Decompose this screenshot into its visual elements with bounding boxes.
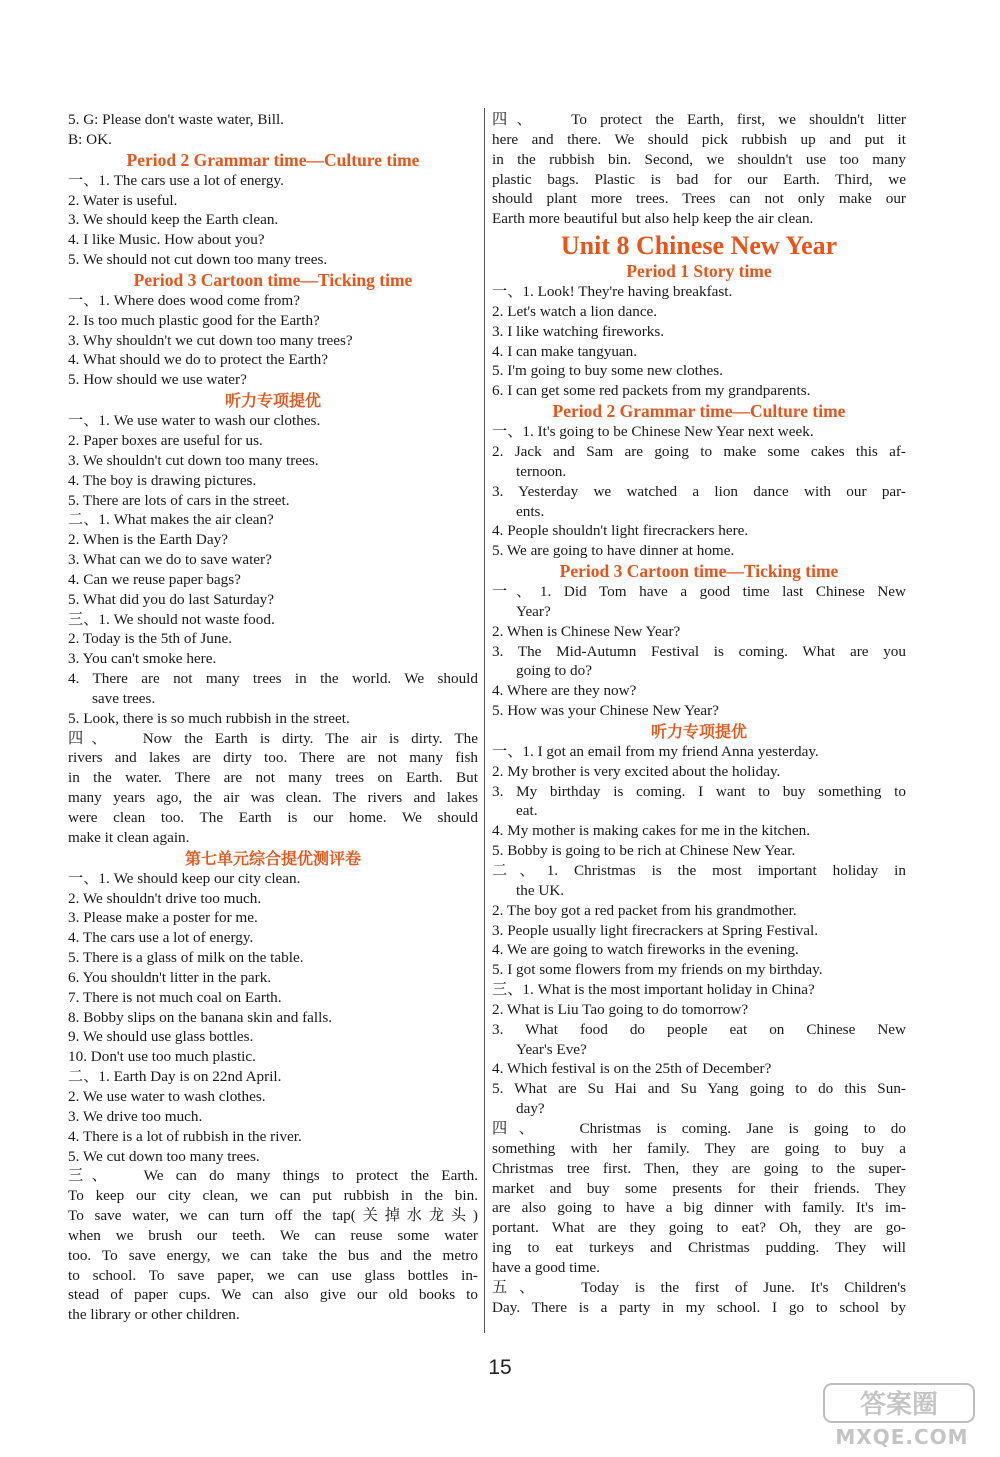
text-line: ents. (516, 502, 545, 520)
text-line: 2. When is Chinese New Year? (492, 622, 681, 640)
text-line: 5. We should not cut down too many trees. (68, 251, 328, 269)
column-divider (484, 108, 485, 1333)
section-heading: Period 2 Grammar time—Culture time (552, 401, 846, 422)
text-line: 5. There are lots of cars in the street. (68, 491, 290, 509)
text-line: 3. The Mid-Autumn Festival is coming. What are you (492, 642, 906, 660)
text-line: 5. What are Su Hai and Su Yang going to do this Sun- (492, 1080, 906, 1098)
text-line: 一、1. We should keep our city clean. (68, 869, 301, 887)
text-line: 3. What can we do to save water? (68, 551, 272, 569)
text-line: 4. The boy is drawing pictures. (68, 471, 257, 489)
section-heading: 听力专项提优 (224, 391, 321, 411)
text-line: 2. The boy got a red packet from his grandmother. (492, 901, 797, 919)
text-line: 二、1. Christmas is the most important holiday in (492, 862, 906, 879)
text-line: Year's Eve? (516, 1040, 587, 1058)
text-line: stead of paper cups. We can also give our old books to (68, 1286, 478, 1304)
text-line: 四、 Christmas is coming. Jane is going to do (492, 1119, 906, 1137)
text-line: market and buy some presents for their friends. They (492, 1179, 906, 1197)
text-line: when we brush our teeth. We can reuse some water (68, 1226, 478, 1244)
text-line: 2. Paper boxes are useful for us. (68, 431, 263, 449)
text-line: eat. (516, 802, 538, 820)
text-line: in the rubbish bin. Second, we shouldn't use too many (492, 150, 906, 168)
text-line: going to do? (516, 662, 592, 680)
text-line: To save water, we can turn off the tap(关掉水龙头) (68, 1207, 478, 1225)
text-line: plastic bags. Plastic is bad for our Earth. Third, we (492, 170, 906, 188)
text-line: 一、1. I got an email from my friend Anna yesterday. (492, 742, 819, 760)
text-line: 二、1. What makes the air clean? (68, 511, 274, 529)
text-line: rivers and lakes are dirty too. There are not many fish (68, 749, 478, 767)
section-heading: Period 3 Cartoon time—Ticking time (133, 269, 413, 290)
text-line: 6. You shouldn't litter in the park. (68, 968, 272, 986)
text-line: here and there. We should pick rubbish up and put it (492, 130, 906, 148)
text-line: 3. Please make a poster for me. (68, 909, 258, 927)
text-line: 3. My birthday is coming. I want to buy something to (492, 782, 906, 800)
watermark-logo-graphic (820, 1380, 985, 1450)
text-line: 3. We shouldn't cut down too many trees. (68, 451, 319, 469)
text-line: 9. We should use glass bottles. (68, 1028, 254, 1046)
text-line: should plant more trees. Trees can not only make our (492, 190, 906, 208)
text-line: Year? (516, 602, 551, 620)
text-line: 2. What is Liu Tao going to do tomorrow? (492, 1000, 749, 1018)
text-line: 5. Bobby is going to be rich at Chinese New Year. (492, 842, 796, 860)
section-heading: Period 3 Cartoon time—Ticking time (559, 561, 839, 582)
right-column (492, 110, 906, 1317)
page-number: 15 (488, 1356, 512, 1379)
text-line: 5. What did you do last Saturday? (68, 590, 274, 608)
text-line: were clean too. The Earth is our home. We should (68, 809, 478, 826)
text-line: 五、 Today is the first of June. It's Children's (492, 1278, 906, 1296)
text-line: 一、1. It's going to be Chinese New Year next week. (492, 423, 814, 441)
text-line: 10. Don't use too much plastic. (68, 1048, 256, 1066)
text-line: 二、1. Earth Day is on 22nd April. (68, 1068, 282, 1086)
text-line: 3. We drive too much. (68, 1107, 203, 1125)
section-heading: Period 2 Grammar time—Culture time (126, 149, 420, 170)
text-line: 2. When is the Earth Day? (68, 531, 228, 549)
text-line: 2. Water is useful. (68, 191, 178, 209)
text-line: 3. People usually light firecrackers at Spring Festival. (492, 921, 819, 939)
text-line: the library or other children. (68, 1306, 240, 1324)
text-line: 一、1. We use water to wash our clothes. (68, 412, 321, 430)
text-line: 2. Is too much plastic good for the Earth? (68, 311, 320, 329)
text-line: portant. What are they going to eat? Oh, they are go- (492, 1219, 906, 1237)
text-line: 4. My mother is making cakes for me in the kitchen. (492, 822, 811, 840)
text-line: Earth more beautiful but also help keep the air clean. (492, 210, 814, 228)
text-line: 3. You can't smoke here. (68, 650, 217, 668)
text-line: 3. Why shouldn't we cut down too many trees? (68, 331, 353, 349)
text-line: 一、1. Where does wood come from? (68, 291, 300, 309)
text-line: 3. What food do people eat on Chinese New (492, 1020, 906, 1038)
text-line: 5. Look, there is so much rubbish in the street. (68, 709, 350, 727)
text-line: 一、1. Look! They're having breakfast. (492, 283, 733, 301)
text-line: 4. Can we reuse paper bags? (68, 570, 241, 588)
text-line: too. To save energy, we can take the bus and the metro (68, 1246, 478, 1264)
text-line: 5. We are going to have dinner at home. (492, 542, 735, 560)
text-line: 4. I can make tangyuan. (492, 342, 638, 360)
text-line: B: OK. (68, 130, 112, 148)
text-line: 4. Which festival is on the 25th of December? (492, 1060, 772, 1078)
text-line: 7. There is not much coal on Earth. (68, 988, 282, 1006)
text-line: 三、 We can do many things to protect the Earth. (68, 1167, 478, 1185)
svg-text:答案圈: 答案圈 (859, 1390, 939, 1420)
text-line: ing to eat turkeys and Christmas pudding. They will (492, 1239, 906, 1257)
unit-title: Unit 8 Chinese New Year (560, 231, 838, 261)
text-line: 2. My brother is very excited about the holiday. (492, 762, 781, 780)
text-line: 5. I'm going to buy some new clothes. (492, 362, 723, 380)
text-line: 2. We use water to wash clothes. (68, 1087, 266, 1105)
text-line: 3. Yesterday we watched a lion dance with our par- (492, 482, 906, 500)
text-line: many years ago, the air was clean. The rivers and lakes (68, 789, 478, 807)
text-line: 5. I got some flowers from my friends on my birthday. (492, 961, 823, 979)
text-line: 4. I like Music. How about you? (68, 231, 265, 249)
text-line: 5. There is a glass of milk on the table. (68, 949, 304, 967)
text-line: 一、1. Did Tom have a good time last Chinese New (492, 583, 906, 601)
text-line: save trees. (92, 689, 156, 707)
section-heading: Period 1 Story time (626, 261, 772, 282)
text-line: 5. G: Please don't waste water, Bill. (68, 111, 284, 128)
text-line: are also going to have a big dinner with family. It's im- (492, 1199, 906, 1217)
text-line: the UK. (516, 881, 565, 899)
text-line: in the water. There are not many trees on Earth. But (68, 769, 478, 787)
section-heading: 听力专项提优 (650, 721, 747, 741)
section-heading: 第七单元综合提优测评卷 (184, 848, 361, 868)
text-line: day? (516, 1100, 545, 1118)
text-line: Day. There is a party in my school. I go to school by (492, 1298, 906, 1316)
text-line: 4. The cars use a lot of energy. (68, 929, 254, 947)
text-line: 四、 Now the Earth is dirty. The air is dirty. The (68, 729, 478, 747)
text-line: 3. I like watching fireworks. (492, 322, 665, 340)
watermark-logo (820, 1380, 985, 1450)
text-line: 2. Jack and Sam are going to make some cakes this af- (492, 442, 906, 460)
text-line: have a good time. (492, 1258, 600, 1276)
text-line: 2. We shouldn't drive too much. (68, 889, 262, 907)
text-line: 三、1. We should not waste food. (68, 610, 275, 628)
text-line: Christmas tree first. Then, they are going to the super- (492, 1159, 906, 1177)
text-line: 一、1. The cars use a lot of energy. (68, 171, 284, 189)
text-line: 4. What should we do to protect the Earth? (68, 351, 328, 369)
text-line: 5. How should we use water? (68, 371, 247, 389)
text-line: to school. To save paper, we can use glass bottles in- (68, 1266, 478, 1284)
left-column (68, 110, 478, 1325)
text-line: ternoon. (516, 462, 567, 480)
text-line: 3. We should keep the Earth clean. (68, 211, 279, 229)
text-line: 四、 To protect the Earth, first, we shouldn't litter (492, 111, 906, 128)
text-line: 5. How was your Chinese New Year? (492, 702, 719, 720)
text-line: 8. Bobby slips on the banana skin and falls. (68, 1008, 333, 1026)
text-line: 2. Let's watch a lion dance. (492, 302, 658, 320)
text-line: 2. Today is the 5th of June. (68, 630, 233, 648)
text-line: 5. We cut down too many trees. (68, 1147, 260, 1165)
text-line: 4. People shouldn't light firecrackers here. (492, 522, 749, 540)
text-line: 三、1. What is the most important holiday in China? (492, 981, 815, 999)
text-line: To keep our city clean, we can put rubbish in the bin. (68, 1187, 478, 1205)
text-line: 4. We are going to watch fireworks in the evening. (492, 941, 799, 959)
svg-text:MXQE.COM: MXQE.COM (835, 1425, 969, 1449)
text-line: 4. There is a lot of rubbish in the river. (68, 1127, 302, 1145)
text-line: make it clean again. (68, 828, 190, 846)
text-line: 4. Where are they now? (492, 682, 637, 700)
text-line: 4. There are not many trees in the world. We should (68, 670, 478, 688)
text-line: 6. I can get some red packets from my grandparents. (492, 382, 811, 400)
text-line: something with her family. They are going to buy a (492, 1139, 906, 1157)
